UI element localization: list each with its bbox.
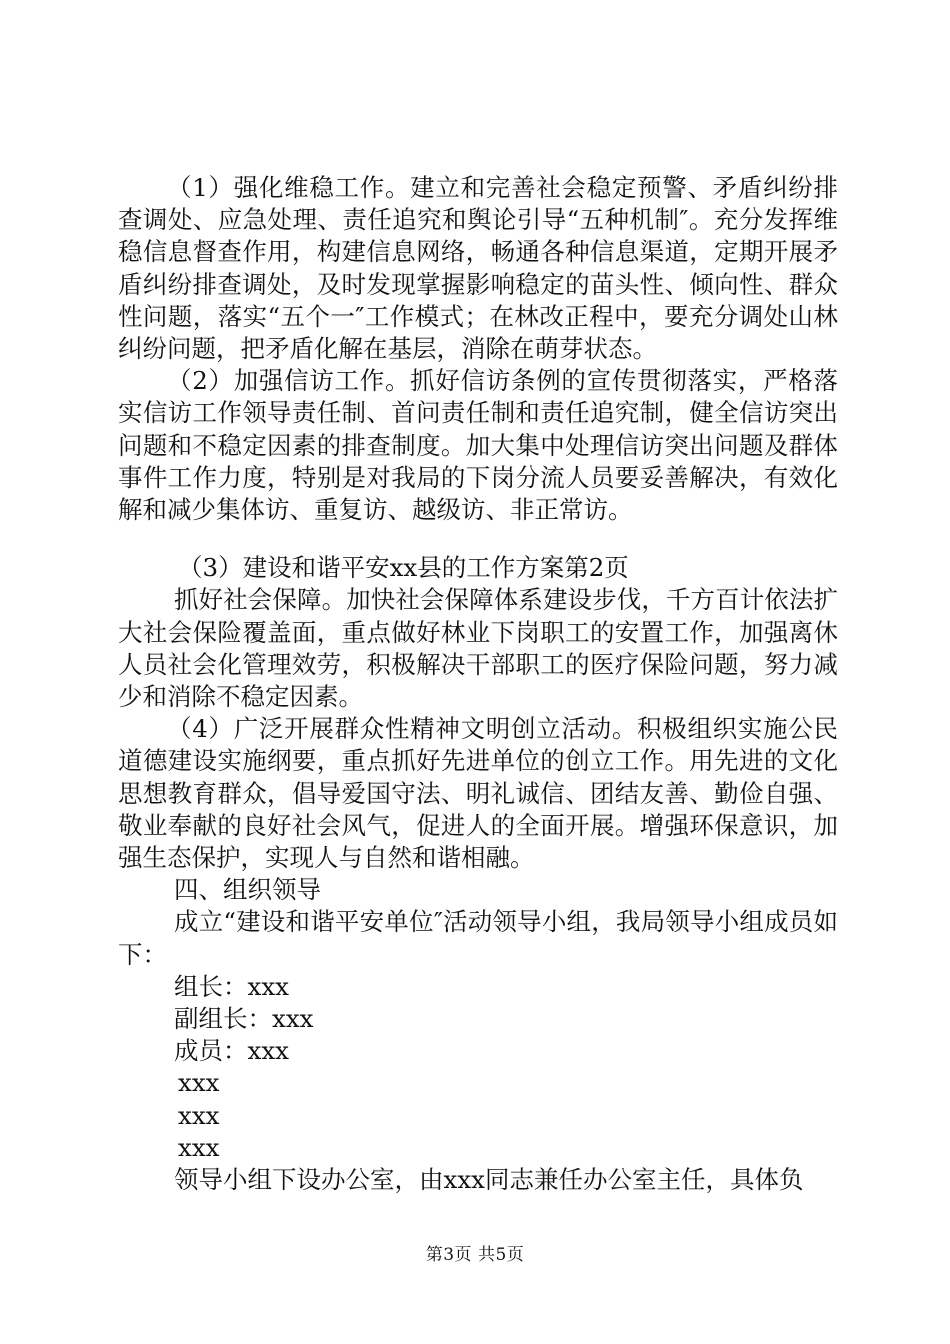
document-body — [118, 172, 838, 1196]
paragraph-civilization-activities: （4）广泛开展群众性精神文明创立活动。积极组织实施公民道德建设实施纲要，重点抓好先进单位的创立工作。用先进的文化思想教育群众，倡导爱国守法、明礼诚信、团结友善、勤俭自强、敬业奉献的良好社会风气，促进人的全面开展。增强环保意识，加强生态保护，实现人与自然和谐相融。 — [118, 714, 838, 873]
paragraph-leading-group: 成立“建设和谐平安单位″活动领导小组，我局领导小组成员如下： — [118, 907, 838, 969]
paragraph-office-setup: 领导小组下设办公室，由xxx同志兼任办公室主任，具体负 — [174, 1165, 804, 1195]
paragraph-petition-work: （2）加强信访工作。抓好信访条例的宣传贯彻落实，严格落实信访工作领导责任制、首问责任制和责任追究制，健全信访突出问题和不稳定因素的排查制度。加大集中处理信访突出问题及群体事件工作力度，特别是对我局的下岗分流人员要妥善解决，有效化解和减少集体访、重复访、越级访、非正常访。 — [118, 366, 838, 525]
paragraph-stability-work: （1）强化维稳工作。建立和完善社会稳定预警、矛盾纠纷排查调处、应急处理、责任追究和舆论引导“五种机制″。充分发挥维稳信息督查作用，构建信息网络，畅通各种信息渠道，定期开展矛盾纠纷排查调处，及时发现掌握影响稳定的苗头性、倾向性、群众性问题，落实“五个一″工作模式；在林改正程中，要充分调处山林纠纷问题，把矛盾化解在基层，消除在萌芽状态。 — [118, 173, 838, 364]
member-name-line: xxx — [178, 1132, 220, 1162]
paragraph-social-security: 抓好社会保障。加快社会保障体系建设步伐，千方百计依法扩大社会保险覆盖面，重点做好林业下岗职工的安置工作，加强离休人员社会化管理效劳，积极解决干部职工的医疗保险问题，努力减少和消除不稳定因素。 — [118, 585, 838, 712]
page-footer: 第3页 共5页 — [425, 1245, 525, 1265]
section-heading-organization: 四、组织领导 — [174, 875, 321, 905]
members-line: 成员：xxx — [174, 1036, 289, 1066]
paragraph-section-3-heading: （3）建设和谐平安xx县的工作方案第2页 — [178, 553, 629, 583]
member-name-line: xxx — [178, 1100, 220, 1130]
member-name-line: xxx — [178, 1068, 220, 1098]
deputy-leader-line: 副组长：xxx — [174, 1004, 314, 1034]
group-leader-line: 组长：xxx — [174, 971, 289, 1001]
